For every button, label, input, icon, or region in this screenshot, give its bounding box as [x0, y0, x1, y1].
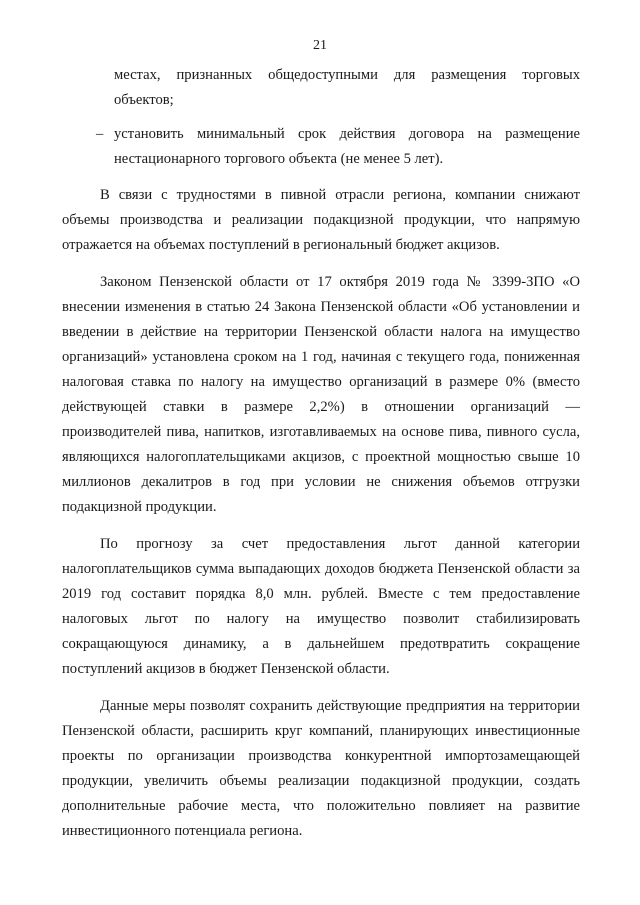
paragraph-beer-industry: В связи с трудностями в пивной отрасли региона, компании снижают объемы производства и реализации подакцизной продукции, что напрямую отражается на объемах поступлений в региональный бюджет акцизов.: [62, 187, 580, 253]
bullet-text: установить минимальный срок действия договора на размещение нестационарного торгового объекта (не менее 5 лет).: [114, 126, 580, 167]
paragraph-forecast: По прогнозу за счет предоставления льгот данной категории налогоплательщиков сумма выпадающих доходов бюджета Пензенской области за 2019 год составит порядка 8,0 млн. рублей. Вместе с тем предоставление налоговых льгот по налогу на имущество позволит стабилизировать сокращающуюся динамику, а в дальнейшем предотвратить сокращение поступлений акцизов в бюджет Пензенской области.: [62, 536, 580, 677]
paragraph-law: Законом Пензенской области от 17 октября 2019 года № 3399-ЗПО «О внесении изменения в статью 24 Закона Пензенской области «Об установлении и введении в действие на территории Пензенской области налога на имущество организаций» установлена сроком на 1 год, начиная с текущего года, пониженная налоговая ставка по налогу на имущество организаций в размере 0% (вместо действующей ставки в размере 2,2%) в отношении организаций — производителей пива, напитков, изготавливаемых на основе пива, пивного сусла, являющихся налогоплательщиками акцизов, с проектной мощностью свыше 10 миллионов декалитров в год при условии не снижения объемов отгрузки подакцизной продукции.: [62, 274, 580, 515]
paragraph-measures: Данные меры позволят сохранить действующие предприятия на территории Пензенской области, расширить круг компаний, планирующих инвестиционные проекты по организации производства конкурентной импортозамещающей продукции, увеличить объемы реализации подакцизной продукции, создать дополнительные рабочие места, что положительно повлияет на развитие инвестиционного потенциала региона.: [62, 698, 580, 839]
bullet-dash: –: [96, 126, 104, 142]
document-body: [62, 63, 580, 844]
page-number: 21: [313, 38, 327, 53]
list-item-continuation: местах, признанных общедоступными для размещения торговых объектов;: [114, 67, 580, 108]
bullet-list-item: [62, 122, 580, 172]
